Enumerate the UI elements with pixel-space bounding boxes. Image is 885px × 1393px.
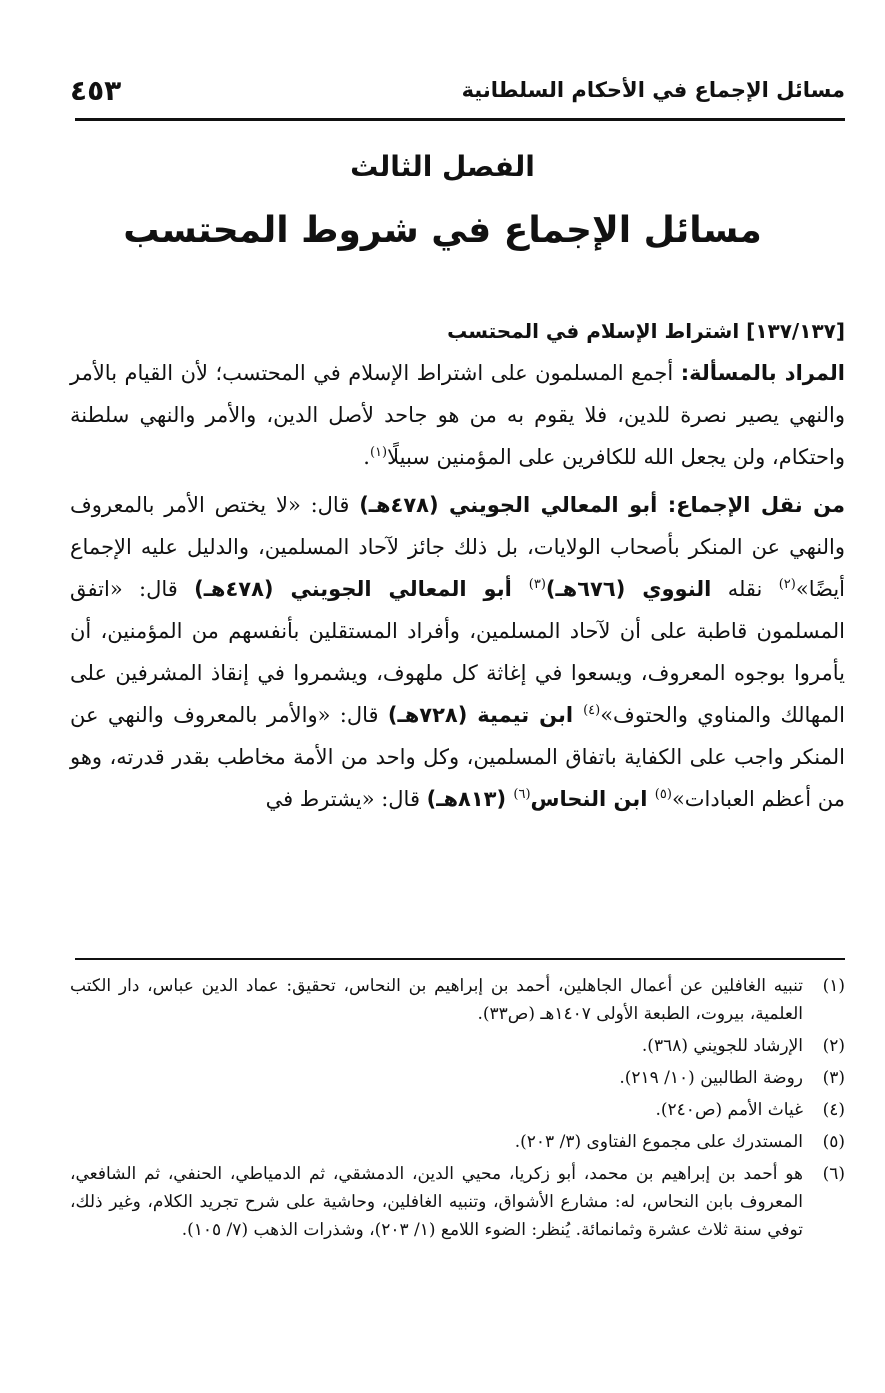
- footnotes: [70, 972, 845, 1248]
- page-number: ٤٥٣: [70, 73, 122, 107]
- scholar-name: ابن تيمية (٧٢٨هـ): [387, 703, 584, 727]
- running-header: [70, 72, 845, 108]
- footnote-text: روضة الطالبين (١٠/ ٢١٩).: [619, 1068, 803, 1088]
- footnote-ref: (٣): [528, 577, 546, 592]
- paragraph-lead: المراد بالمسألة:: [680, 361, 845, 385]
- footnote-number: (٢): [822, 1036, 845, 1056]
- footnote-item: [70, 1160, 845, 1244]
- quote-text: قال: «والأمر بالمعروف والنهي عن المنكر واجب على الكفاية باتفاق المسلمين، وكل واحد من الأمة مخاطب بقدر قدرته، وهو من أعظم العبادات»: [70, 703, 845, 811]
- footnote-item: [70, 1096, 845, 1124]
- footnote-rule: [75, 958, 845, 960]
- footnote-text: تنبيه الغافلين عن أعمال الجاهلين، أحمد بن إبراهيم بن النحاس، تحقيق: عماد الدين عباس، دار الكتب العلمية، بيروت، الطبعة الأولى ١٤٠٧هـ (ص٣٣).: [70, 976, 803, 1024]
- scholar-name: أبو المعالي الجويني (٤٧٨هـ): [194, 577, 529, 601]
- footnote-number: (٦): [822, 1164, 845, 1184]
- footnote-text: غياث الأمم (ص٢٤٠).: [655, 1100, 803, 1120]
- footnote-text: هو أحمد بن إبراهيم بن محمد، أبو زكريا، محيي الدين، الدمشقي، ثم الدمياطي، الحنفي، ثم الشافعي، المعروف بابن النحاس، له: مشارع الأشواق، وتنبيه الغافلين، وحاشية على شرح تجريد الكلام، وغير ذلك، توفي سنة ثلاث عشرة وثمانمائة. يُنظر: الضوء اللامع (١/ ٢٠٣)، وشذرات الذهب (٧/ ١٠٥).: [70, 1164, 803, 1240]
- header-rule: [75, 118, 845, 121]
- section-heading: [١٣٧/١٣٧] اشتراط الإسلام في المحتسب: [447, 319, 845, 343]
- chapter-title: الفصل الثالث: [350, 150, 535, 183]
- footnote-item: [70, 1064, 845, 1092]
- scholar-name: أبو المعالي الجويني (٤٧٨هـ): [359, 493, 668, 517]
- footnote-item: [70, 972, 845, 1028]
- paragraph-text: أجمع المسلمون على اشتراط الإسلام في المحتسب؛ لأن القيام بالأمر والنهي يصير نصرة للدين، فلا يقوم به من هو جاحد لأصل الدين، والأمر والنهي سلطنة واحتكام، ولن يجعل الله للكافرين على المؤمنين سبيلًا: [70, 361, 845, 469]
- footnote-number: (٣): [822, 1068, 845, 1088]
- quote-text: قال: «اتفق المسلمون قاطبة على أن لآحاد المسلمين، وأفراد المستقلين بأنفسهم من المؤمنين، أن يأمروا بوجوه المعروف، ويسعوا في إغاثة كل ملهوف، ويشمروا في إنقاذ المشرفين على المهالك والمناوي والحتوف»: [70, 577, 845, 727]
- footnote-ref: (٥): [654, 787, 672, 802]
- paragraph-lead: من نقل الإجماع:: [667, 493, 846, 517]
- paragraph-consensus: [70, 484, 845, 820]
- footnote-number: (١): [822, 976, 845, 996]
- running-header-title: مسائل الإجماع في الأحكام السلطانية: [461, 78, 845, 102]
- main-text: [70, 310, 845, 820]
- quote-text: قال: «يشترط في: [265, 787, 427, 811]
- footnote-text: المستدرك على مجموع الفتاوى (٣/ ٢٠٣).: [514, 1132, 803, 1152]
- footnote-ref: (٢): [778, 577, 796, 592]
- paragraph-meaning: [70, 352, 845, 478]
- footnote-ref: (١): [369, 445, 388, 460]
- chapter-subtitle: مسائل الإجماع في شروط المحتسب: [123, 210, 762, 251]
- footnote-text: الإرشاد للجويني (٣٦٨).: [641, 1036, 803, 1056]
- footnote-number: (٥): [822, 1132, 845, 1152]
- footnote-ref: (٦): [513, 787, 531, 802]
- quote-text: قال: «لا يختص الأمر بالمعروف والنهي عن المنكر بأصحاب الولايات، بل ذلك جائز لآحاد المسلمين، والدليل عليه الإجماع أيضًا»: [70, 493, 845, 601]
- paragraph-end: .: [363, 445, 370, 469]
- scholar-name: النووي (٦٧٦هـ): [545, 577, 712, 601]
- footnote-item: [70, 1128, 845, 1156]
- connector-text: نقله: [711, 577, 779, 601]
- footnote-ref: (٤): [583, 703, 601, 718]
- footnote-number: (٤): [822, 1100, 845, 1120]
- scholar-death-year: (٨١٣هـ): [426, 787, 514, 811]
- scholar-name: ابن النحاس: [530, 787, 655, 811]
- footnote-item: [70, 1032, 845, 1060]
